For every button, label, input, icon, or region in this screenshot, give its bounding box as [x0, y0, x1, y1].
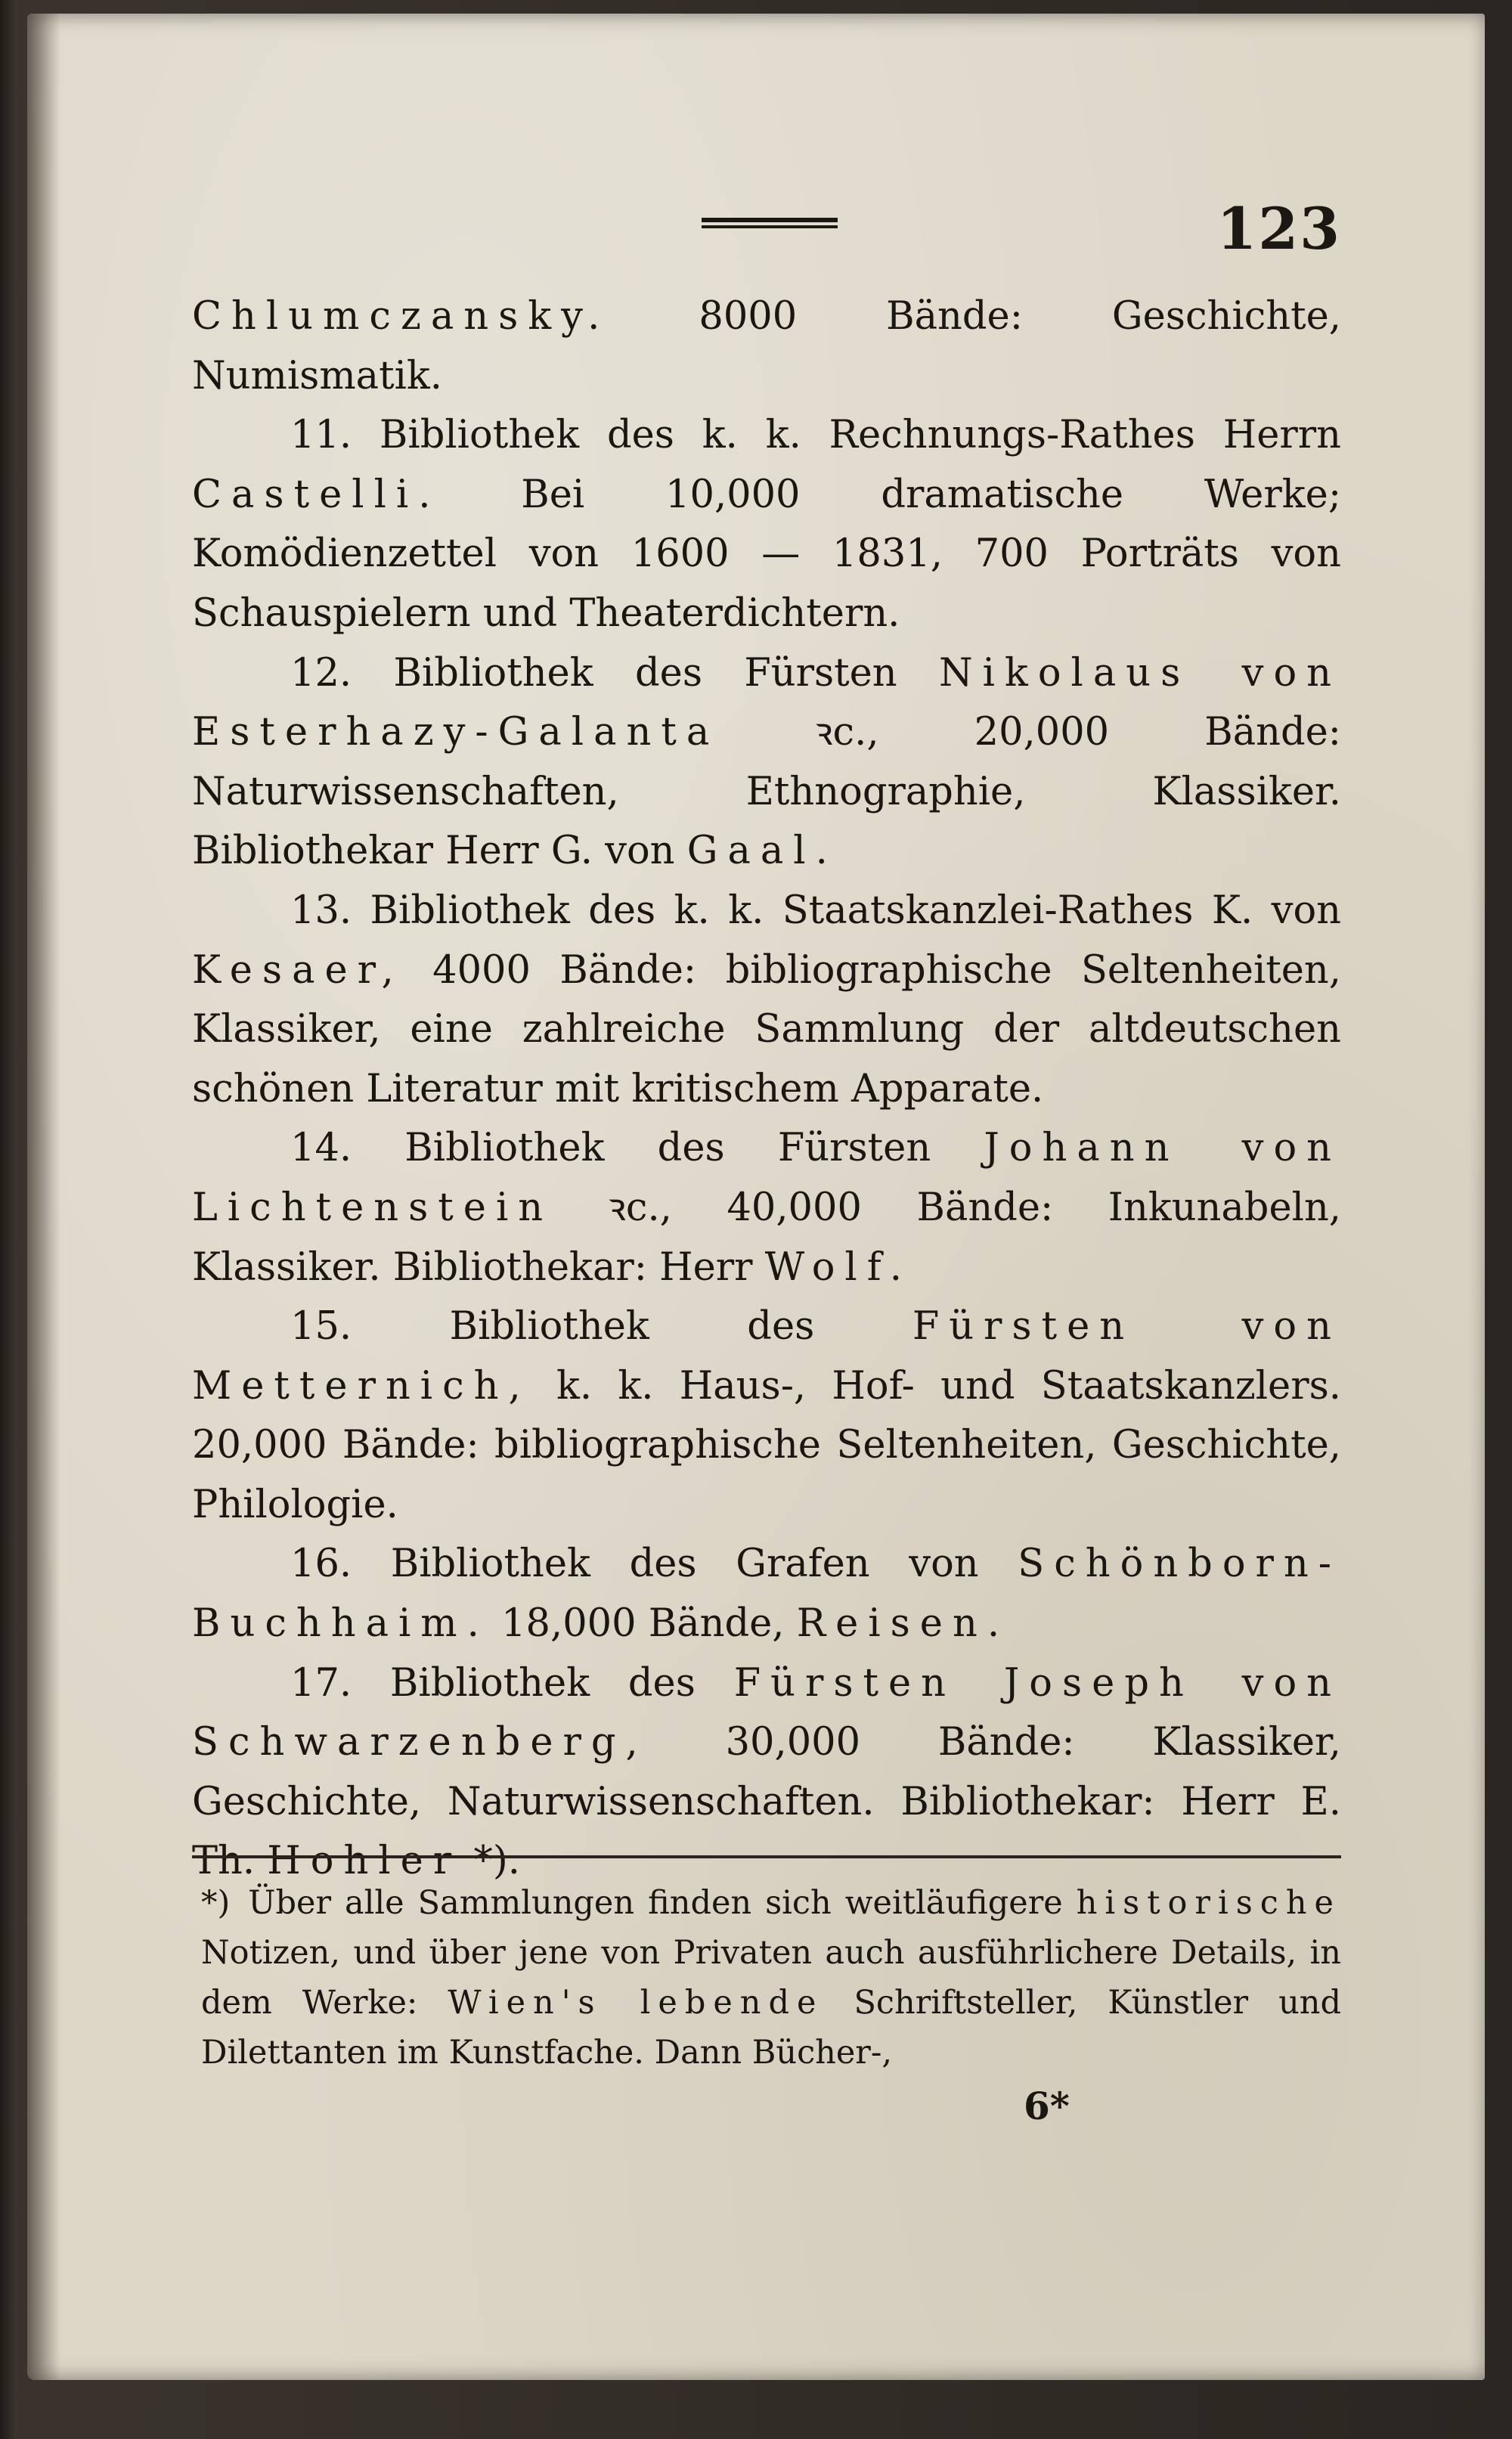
page-spine-shadow	[27, 14, 60, 2380]
entry-11	[192, 406, 1341, 643]
entry-12-text: ꝛc., 20,000 Bände: Naturwissenschaften, Ethnographie, Klassiker. Bibliothekar Herr G. von	[192, 710, 1341, 874]
entry-16-text: 18,000 Bände,	[488, 1601, 797, 1647]
book-page	[27, 14, 1485, 2380]
entry-15-text: k. k. Haus-, Hof- und Staatskanzlers. 20,000 Bände: bibliographische Seltenheiten, Geschichte, Philologie.	[192, 1363, 1341, 1527]
page-header	[27, 195, 1485, 263]
entry-17-name: Fürsten Joseph von Schwarzenberg,	[192, 1660, 1341, 1765]
header-ornament-rule	[702, 218, 838, 228]
entry-13-text: 4000 Bände: bibliographische Seltenheiten, Klassiker, eine zahlreiche Sammlung der altdeutschen schönen Literatur mit kritischem Apparate.	[192, 947, 1341, 1111]
entry-10-text: 8000 Bände: Geschichte, Numismatik.	[192, 294, 1341, 398]
entry-16-head: 16. Bibliothek des Grafen von	[290, 1542, 1018, 1587]
footnote-text-2: Notizen, und über jene von Privaten auch ausführlichere Details, in dem Werke:	[201, 1934, 1341, 2022]
entry-14-name2: Wolf.	[764, 1244, 912, 1290]
entry-14	[192, 1119, 1341, 1297]
entry-17-head: 17. Bibliothek des	[290, 1660, 734, 1706]
footnote-emph-1: historische	[1076, 1884, 1341, 1922]
footnote-divider	[192, 1855, 1341, 1858]
entry-16-name: Schönborn-Buchhaim.	[192, 1542, 1341, 1647]
entry-16-name2: Reisen.	[796, 1601, 1010, 1647]
footnote	[201, 1878, 1341, 2078]
footnote-emph-2: Wien's lebende	[448, 1984, 824, 2022]
entry-17-tail: *).	[461, 1839, 521, 1884]
entry-12-head: 12. Bibliothek des Fürsten	[290, 650, 939, 696]
entry-16	[192, 1535, 1341, 1653]
entry-12-name: Nikolaus von Esterhazy-Galanta	[192, 650, 1341, 755]
entry-12-name2: Gaal.	[686, 829, 838, 874]
entry-11-text: Bei 10,000 dramatische Werke; Komödienzettel von 1600 — 1831, 700 Porträts von Schauspielern und Theaterdichtern.	[192, 472, 1341, 636]
entry-14-name: Johann von Lichtenstein	[192, 1126, 1342, 1230]
printer-signature-mark: 6*	[1024, 2084, 1070, 2128]
entry-15	[192, 1297, 1341, 1535]
entry-15-name: Fürsten von Metternich,	[192, 1304, 1341, 1409]
page-number: 123	[1216, 195, 1341, 262]
entry-15-head: 15. Bibliothek des	[290, 1304, 912, 1350]
entry-17-name2: Hohler	[267, 1839, 462, 1884]
entry-13-name: Kesaer,	[192, 947, 404, 993]
entry-14-head: 14. Bibliothek des Fürsten	[290, 1126, 984, 1171]
footnote-text-1: Über alle Sammlungen finden sich weitläufigere	[248, 1884, 1077, 1922]
entry-11-head: 11. Bibliothek des k. k. Rechnungs-Rathes Herrn	[290, 413, 1341, 458]
entry-11-name: Castelli.	[192, 472, 441, 517]
entry-12	[192, 644, 1341, 882]
library-list	[192, 287, 1341, 1892]
entry-17-text: 30,000 Bände: Klassiker, Geschichte, Naturwissenschaften. Bibliothekar: Herr E. Th.	[192, 1720, 1341, 1884]
entry-10-name: Chlumczansky.	[192, 294, 610, 339]
footnote-mark: *)	[201, 1884, 231, 1922]
entry-13	[192, 882, 1341, 1119]
entry-10-continuation	[192, 287, 1341, 406]
entry-13-head: 13. Bibliothek des k. k. Staatskanzlei-Rathes K. von	[290, 888, 1341, 933]
footnote-text-3: Schriftsteller, Künstler und Dilettanten im Kunstfache. Dann Bücher-,	[201, 1984, 1341, 2072]
entry-14-text: ꝛc., 40,000 Bände: Inkunabeln, Klassiker. Bibliothekar: Herr	[192, 1185, 1341, 1290]
